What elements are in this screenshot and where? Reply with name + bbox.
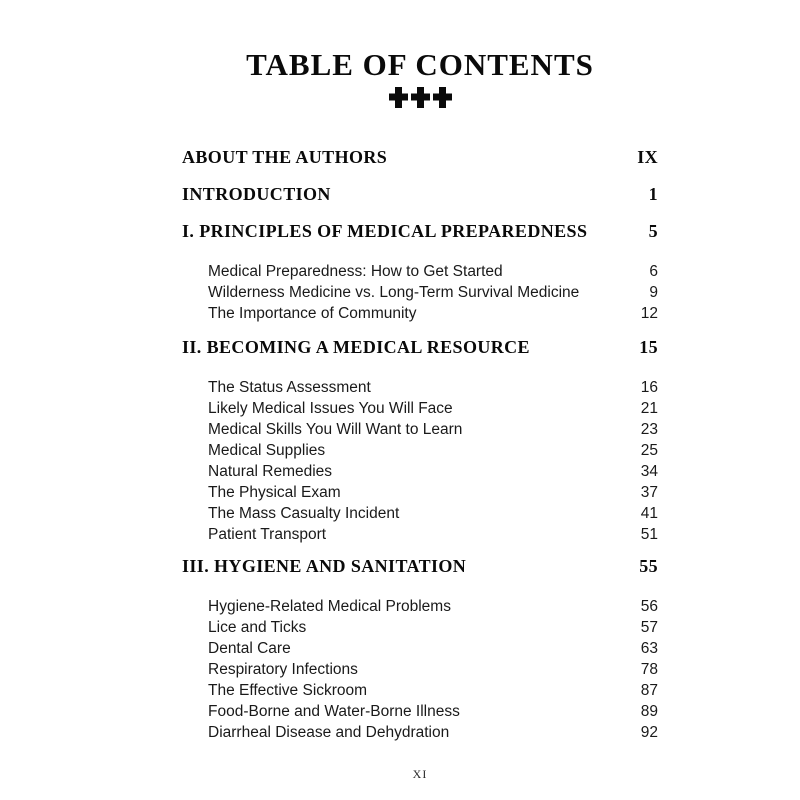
- toc-entry-label: Medical Supplies: [208, 442, 326, 459]
- toc-entry-label: I. PRINCIPLES OF MEDICAL PREPAREDNESS: [182, 221, 588, 241]
- toc-entry: [182, 701, 658, 722]
- toc-entry-page-number: 15: [639, 337, 658, 357]
- toc-entry-page-number: 57: [640, 619, 658, 636]
- toc-entry-page-number: 12: [640, 305, 658, 322]
- toc-entry-page-number: 41: [640, 505, 658, 522]
- toc-entry: [182, 524, 658, 545]
- toc-entry-page-number: 56: [640, 598, 658, 615]
- medical-crosses-icon: [389, 87, 452, 104]
- toc-entry-label: The Status Assessment: [208, 379, 371, 396]
- toc-entry: [182, 503, 658, 524]
- toc-entry-label: Patient Transport: [208, 526, 327, 543]
- toc-entry-label: The Effective Sickroom: [208, 682, 368, 699]
- toc-entry: [182, 419, 658, 440]
- toc-entry-label: III. HYGIENE AND SANITATION: [182, 556, 467, 576]
- toc-entry-label: Lice and Ticks: [208, 619, 307, 636]
- toc-entry-label: INTRODUCTION: [182, 184, 331, 204]
- toc-entry-page-number: 16: [640, 379, 658, 396]
- toc-entry-introduction: [182, 185, 658, 203]
- toc-entry-page-number: IX: [637, 147, 658, 167]
- toc-entry-label: Natural Remedies: [208, 463, 333, 480]
- toc-entry: [182, 261, 658, 282]
- toc-entry-label: Dental Care: [208, 640, 291, 657]
- toc-entry: [182, 659, 658, 680]
- toc-entry-page-number: 21: [640, 400, 658, 417]
- toc-entry: [182, 722, 658, 743]
- toc-entry: [182, 638, 658, 659]
- toc-entry: [182, 377, 658, 398]
- toc-entry-label: Wilderness Medicine vs. Long-Term Survival Medicine: [208, 284, 580, 301]
- toc-entry-page-number: 89: [640, 703, 658, 720]
- toc-entry-page-number: 23: [640, 421, 658, 438]
- toc-entry: [182, 680, 658, 701]
- toc-entry: [182, 461, 658, 482]
- toc-entry-label: ABOUT THE AUTHORS: [182, 147, 388, 167]
- toc-section-3-heading: [182, 557, 658, 575]
- toc-entry-label: Medical Preparedness: How to Get Started: [208, 263, 503, 280]
- toc-entry-page-number: 63: [640, 640, 658, 657]
- toc-entry-page-number: 6: [649, 263, 658, 280]
- toc-entry-page-number: 51: [640, 526, 658, 543]
- toc-entry-page-number: 87: [640, 682, 658, 699]
- toc-entry: [182, 398, 658, 419]
- toc-entry-label: Medical Skills You Will Want to Learn: [208, 421, 463, 438]
- folio-page-number: XI: [412, 767, 428, 781]
- toc-entry: [182, 282, 658, 303]
- toc-entry-label: The Importance of Community: [208, 305, 417, 322]
- toc-entry-page-number: 34: [640, 463, 658, 480]
- toc-entry: [182, 617, 658, 638]
- toc-entry-page-number: 9: [649, 284, 658, 301]
- toc-section-2-heading: [182, 338, 658, 356]
- toc-entry-page-number: 37: [640, 484, 658, 501]
- toc-entry-label: Respiratory Infections: [208, 661, 358, 678]
- toc-entry: [182, 482, 658, 503]
- toc-entry-label: The Mass Casualty Incident: [208, 505, 400, 522]
- toc-entry-page-number: 5: [648, 221, 658, 241]
- toc-entry-page-number: 55: [639, 556, 658, 576]
- toc-entry-label: Food-Borne and Water-Borne Illness: [208, 703, 460, 720]
- toc-entry-page-number: 25: [640, 442, 658, 459]
- toc-entry-page-number: 1: [648, 184, 658, 204]
- toc-section-1-heading: [182, 222, 658, 240]
- toc-entry-label: II. BECOMING A MEDICAL RESOURCE: [182, 337, 530, 357]
- divider: [182, 87, 658, 108]
- toc-entry: [182, 596, 658, 617]
- toc-entry-label: The Physical Exam: [208, 484, 341, 501]
- toc-entry-about-the-authors: [182, 148, 658, 166]
- toc-entry: [182, 440, 658, 461]
- toc-entry-page-number: 92: [640, 724, 658, 741]
- toc-entry-label: Likely Medical Issues You Will Face: [208, 400, 453, 417]
- toc-entry-label: Hygiene-Related Medical Problems: [208, 598, 451, 615]
- toc-entry-label: Diarrheal Disease and Dehydration: [208, 724, 450, 741]
- table-of-contents: [182, 148, 658, 743]
- page-title: TABLE OF CONTENTS: [246, 46, 594, 82]
- toc-entry: [182, 303, 658, 324]
- toc-entry-page-number: 78: [640, 661, 658, 678]
